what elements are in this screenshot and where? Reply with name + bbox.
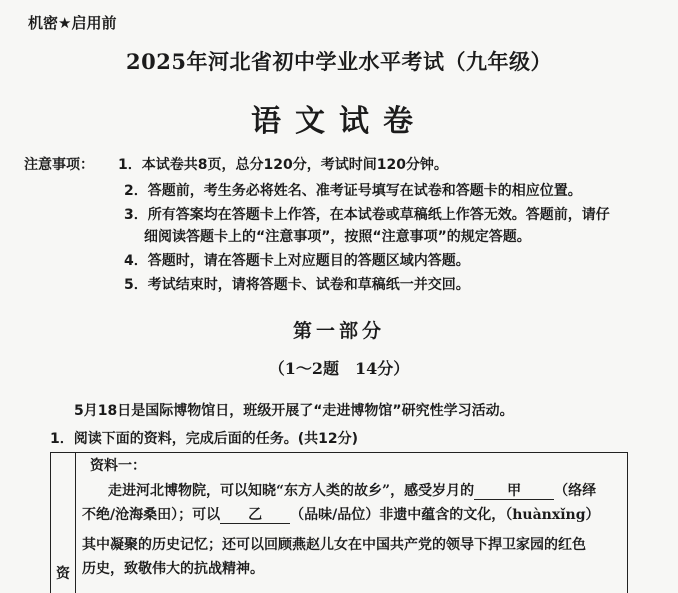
- material-line-1-text-a: 走进河北博物院，可以知晓“东方人类的故乡”，感受岁月的: [108, 483, 475, 499]
- note-item-2: 2．答题前，考生务必将姓名、准考证号填写在试卷和答题卡的相应位置。: [124, 183, 582, 199]
- material-side-char: 资: [56, 566, 70, 582]
- material-line-2: [82, 504, 599, 524]
- material-label: 资料一：: [90, 458, 146, 474]
- note-item-4: 4．答题时，请在答题卡上对应题目的答题区域内答题。: [124, 253, 470, 269]
- part-title: 第一部分: [292, 320, 385, 342]
- material-side-column: [51, 453, 76, 593]
- material-line-3: 其中凝聚的历史记忆；还可以回顾燕赵儿女在中国共产党的领导下捍卫家园的红色: [82, 537, 586, 553]
- exam-title: 2025年河北省初中学业水平考试（九年级）: [126, 49, 552, 74]
- note-item-3-continued: 细阅读答题卡上的“注意事项”，按照“注意事项”的规定答题。: [144, 229, 531, 245]
- note-item-1: 1．本试卷共8页，总分120分，考试时间120分钟。: [118, 157, 448, 173]
- confidential-mark: 机密★启用前: [28, 14, 117, 32]
- notes-label: 注意事项：: [24, 157, 94, 173]
- part-subtitle: （1～2题 14分）: [268, 359, 410, 378]
- question-1-stem: 1．阅读下面的资料，完成后面的任务。(共12分): [50, 431, 359, 447]
- material-line-2-text-a: 不绝/沧海桑田）；可以: [82, 507, 221, 523]
- blank-jia: 甲: [474, 483, 554, 500]
- subject-title: 语文试卷: [251, 104, 427, 139]
- material-line-4: 历史，致敬伟大的抗战精神。: [82, 561, 264, 577]
- material-line-1: [108, 480, 596, 500]
- material-line-1-text-b: （络绎: [554, 483, 597, 499]
- blank-yi: 乙: [220, 507, 290, 524]
- activity-intro: 5月18日是国际博物馆日，班级开展了“走进博物馆”研究性学习活动。: [74, 403, 514, 419]
- material-line-2-text-b: （品味/品位）非遗中蕴含的文化，（huànxǐng）: [290, 507, 600, 523]
- note-item-3: 3．所有答案均在答题卡上作答，在本试卷或草稿纸上作答无效。答题前，请仔: [124, 207, 610, 223]
- note-item-5: 5．考试结束时，请将答题卡、试卷和草稿纸一并交回。: [124, 277, 470, 293]
